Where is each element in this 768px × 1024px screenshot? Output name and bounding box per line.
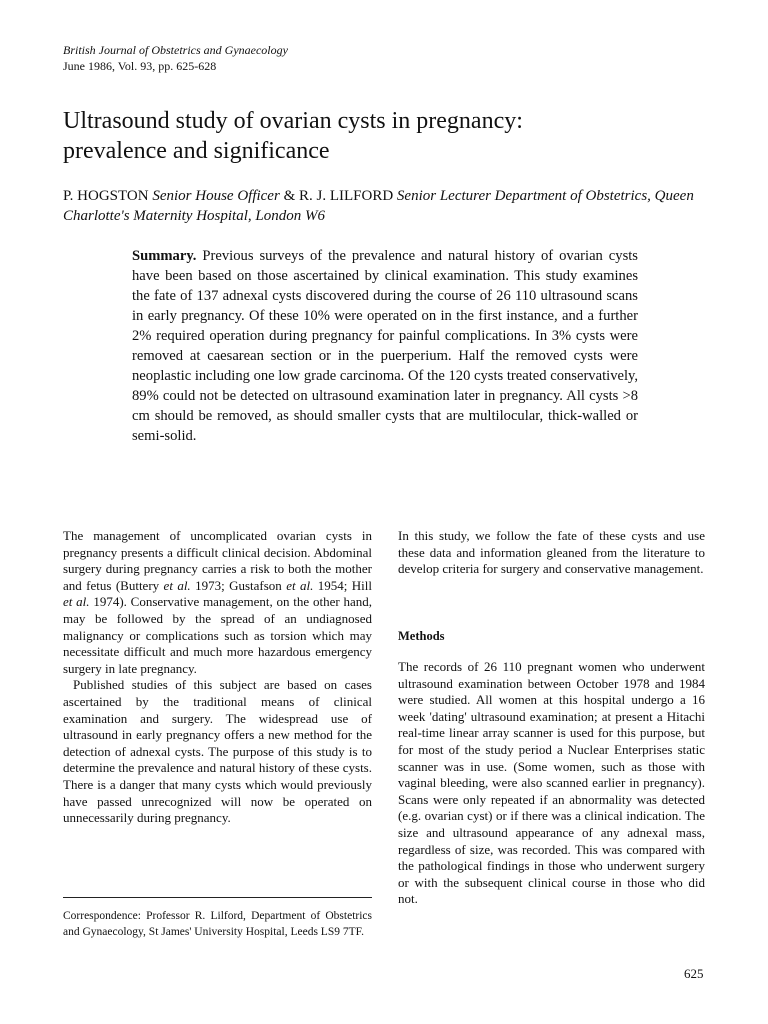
intro-text: 1954; Hill — [313, 577, 372, 593]
author-ampersand: & — [283, 188, 296, 204]
title-line-1: Ultrasound study of ovarian cysts in pregnancy: — [63, 108, 523, 134]
footnote-divider — [63, 897, 372, 898]
journal-header — [63, 42, 288, 74]
intro-text: 1974). Conservative management, on the other hand, may be followed by the spread of an undiagnosed malignancy or complications such as torsion which may necessitate difficult and much more hazardous emergency surgery in late pregnancy. — [63, 594, 372, 676]
author-2: R. J. LILFORD — [298, 188, 394, 204]
journal-issue: June 1986, Vol. 93, pp. 625-628 — [63, 59, 217, 73]
article-title — [63, 106, 723, 166]
methods-heading: Methods — [398, 629, 445, 643]
page-number: 625 — [684, 966, 704, 981]
methods-paragraph-1: The records of 26 110 pregnant women who underwent ultrasound examination between October 1978 and 1984 were studied. All women at this hospital undergo a 16 week 'dating' ultrasound examination; at present a Hitachi real-time linear array scanner is used for this purpose, but for most of the study period a Nuclear Enterprises static scanner was in use. (Some women, such as those with vaginal bleeding, were also scanned earlier in pregnancy). Scans were only repeated if an abnormality was detected (e.g. ovarian cyst) or if there was a clinical indication. The size and ultrasound appearance of any adnexal mass, regardless of size, was recorded. This was compared with the pathological findings in those who underwent surgery or with the subsequent clinical course in those who did not. — [398, 659, 705, 907]
intro-paragraph-3: In this study, we follow the fate of these cysts and use these data and information gleaned from the literature to develop criteria for surgery and conservative management. — [398, 528, 705, 577]
citation-et-al: et al. — [286, 577, 314, 593]
left-column — [63, 528, 372, 827]
summary-text: Previous surveys of the prevalence and natural history of ovarian cysts have been based on those ascertained by clinical examination. This study examines the fate of 137 adnexal cysts discovered during the course of 26 110 ultrasound scans in early pregnancy. Of these 10% were operated on in the first instance, and a further 2% required operation during pregnancy for painful complications. In 3% cysts were removed at caesarean section or in the puerperium. Half the removed cysts were neoplastic including one low grade carcinoma. Of the 120 cysts treated conservatively, 89% could not be detected on ultrasound examination later in pregnancy. All cysts >8 cm should be removed, as should smaller cysts that are multilocular, thick-walled or semi-solid. — [132, 248, 639, 444]
intro-text: 1973; Gustafson — [190, 577, 287, 593]
citation-et-al: et al. — [163, 577, 191, 593]
right-column-intro — [398, 528, 705, 578]
right-column-methods — [398, 659, 705, 908]
intro-paragraph-2: Published studies of this subject are based on cases ascertained by the traditional means of clinical examination and surgery. The widespread use of ultrasound in early pregnancy offers a new method for the detection of adnexal cysts. The purpose of this study is to determine the prevalence and natural history of these cysts. There is a danger that many cysts which would previously have passed unrecognized will now be operated on unnecessarily during pregnancy. — [63, 677, 372, 826]
author-1-role: Senior House Officer — [152, 188, 280, 204]
author-2-role: Senior Lecturer Department of Obstetrics, Queen Charlotte's Maternity Hospital, London W6 — [63, 188, 694, 224]
intro-text: The management of uncomplicated ovarian cysts in pregnancy presents a difficult clinical decision. Abdominal surgery during pregnancy carries a risk to both the mother and fetus (Buttery — [63, 528, 372, 593]
correspondence-footnote: Correspondence: Professor R. Lilford, Department of Obstetrics and Gynaecology, St James' University Hospital, Leeds LS9 7TF. — [63, 910, 372, 938]
citation-et-al: et al. — [63, 594, 90, 610]
author-1: P. HOGSTON — [63, 188, 149, 204]
journal-name: British Journal of Obstetrics and Gynaecology — [63, 43, 288, 57]
title-line-2: prevalence and significance — [63, 138, 330, 164]
intro-paragraph-1 — [63, 528, 372, 677]
methods-heading-wrap — [398, 629, 445, 644]
summary-abstract — [132, 246, 638, 446]
author-block — [63, 186, 713, 226]
summary-label: Summary. — [132, 248, 197, 264]
